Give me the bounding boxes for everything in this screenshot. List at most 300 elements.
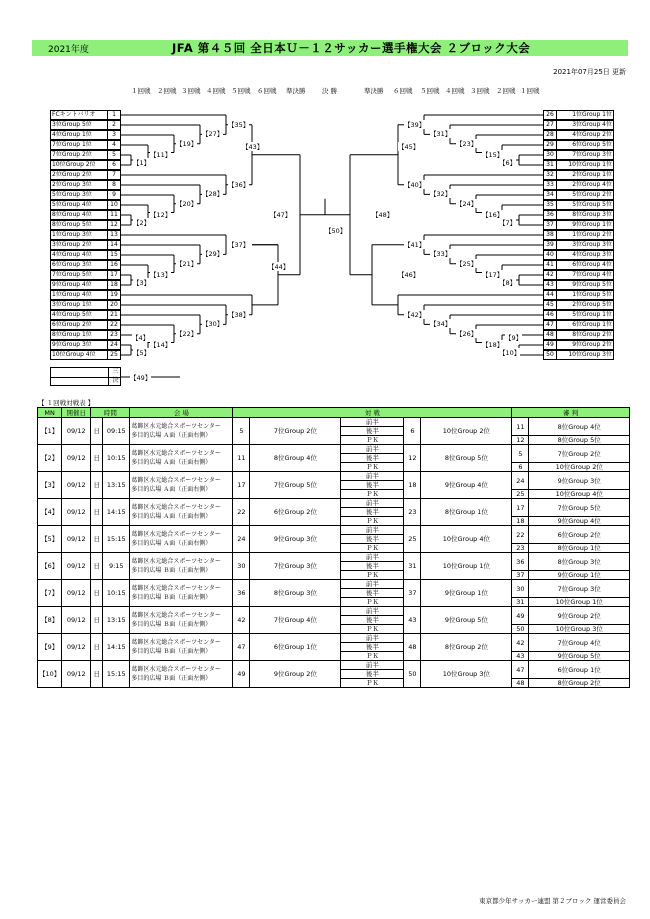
team-seed: 12 xyxy=(107,221,120,229)
team-seed: 6 xyxy=(107,161,120,169)
schedule-row xyxy=(38,580,630,589)
match-number: 【3】 xyxy=(133,279,151,287)
match-venue xyxy=(130,526,233,553)
bracket-team xyxy=(543,230,614,240)
bracket-team xyxy=(50,190,121,200)
schedule-row xyxy=(38,499,630,508)
match-date: 09/12 xyxy=(62,634,91,661)
home-team: 7位Group 4位 xyxy=(250,607,341,634)
bracket-team xyxy=(50,150,121,160)
match-number: 【14】 xyxy=(150,340,172,349)
team-seed: 31 xyxy=(544,161,557,169)
team-name: 10位Group 3位 xyxy=(568,351,612,358)
team-name: 3位Group 2位 xyxy=(52,241,92,248)
match-no: 【1】 xyxy=(38,418,62,445)
away-number: 25 xyxy=(404,526,421,553)
venue-line-2: 多目的広場 Ａ面（正面右側） xyxy=(131,540,212,547)
half-label: 後半 xyxy=(341,427,404,436)
venue-line-2: 多目的広場 Ｂ面（正面左側） xyxy=(131,567,212,574)
bracket-team xyxy=(543,200,614,210)
venue-line-2: 多目的広場 Ａ面（正面右側） xyxy=(131,459,212,466)
team-name: 9位Group 1位 xyxy=(572,221,612,228)
venue-line-1: 葛飾区水元総合スポーツセンター xyxy=(131,639,221,646)
bracket-team xyxy=(543,270,614,280)
bracket-team xyxy=(50,280,121,290)
away-team: 8位Group 2位 xyxy=(421,634,512,661)
schedule-header-row xyxy=(38,408,630,418)
bracket-team xyxy=(50,320,121,330)
match-date: 09/12 xyxy=(62,445,91,472)
team-seed: 50 xyxy=(544,351,557,359)
away-team: 9位Group 5位 xyxy=(421,607,512,634)
team-name: 7位Group 5位 xyxy=(52,271,92,278)
match-time: 10:15 xyxy=(103,580,130,607)
away-team: 9位Group 4位 xyxy=(421,472,512,499)
referee2-team: 9位Group 5位 xyxy=(529,652,630,661)
match-number: 【31】 xyxy=(430,130,452,139)
home-team: 7位Group 3位 xyxy=(250,553,341,580)
home-number: 47 xyxy=(233,634,250,661)
referee2-number: 6 xyxy=(512,463,529,472)
half-label: ＰＫ xyxy=(341,598,404,607)
team-seed: 28 xyxy=(544,131,557,139)
bracket-team xyxy=(50,240,121,250)
venue-line-1: 葛飾区水元総合スポーツセンター xyxy=(131,423,221,430)
referee2-number: 37 xyxy=(512,571,529,580)
match-no: 【10】 xyxy=(38,661,62,688)
match-number: 【35】 xyxy=(228,120,250,129)
match-no: 【8】 xyxy=(38,607,62,634)
venue-line-1: 葛飾区水元総合スポーツセンター xyxy=(131,531,221,538)
team-name: 10位Group 2位 xyxy=(52,161,96,168)
half-label: ＰＫ xyxy=(341,517,404,526)
team-seed: 24 xyxy=(107,341,120,349)
bracket-team xyxy=(543,150,614,160)
team-seed: 17 xyxy=(107,271,120,279)
round-label-left: ５回戦 xyxy=(231,87,251,95)
home-number: 36 xyxy=(233,580,250,607)
team-name: 4位Group 3位 xyxy=(572,251,612,258)
match-time: 15:15 xyxy=(103,526,130,553)
match-number: 【17】 xyxy=(482,270,504,279)
referee1-number: 11 xyxy=(512,418,529,436)
match-number: 【37】 xyxy=(228,240,250,249)
away-team: 10位Group 3位 xyxy=(421,661,512,688)
match-number: 【39】 xyxy=(404,120,426,129)
half-label: 後半 xyxy=(341,589,404,598)
match-dow: 日 xyxy=(91,553,103,580)
away-number: 23 xyxy=(404,499,421,526)
referee2-number: 25 xyxy=(512,490,529,499)
match-no: 【2】 xyxy=(38,445,62,472)
half-label: 前半 xyxy=(341,661,404,670)
match-number: 【34】 xyxy=(430,320,452,329)
match-number: 【5】 xyxy=(133,349,151,357)
half-label: 前半 xyxy=(341,445,404,454)
round-label-left: 準決勝 xyxy=(286,87,306,95)
team-name: 5位Group 4位 xyxy=(52,201,92,208)
venue-line-1: 葛飾区水元総合スポーツセンター xyxy=(131,477,221,484)
match-number: 【16】 xyxy=(482,210,504,219)
home-team: 6位Group 1位 xyxy=(250,634,341,661)
match-dow: 日 xyxy=(91,418,103,445)
team-seed: 45 xyxy=(544,301,557,309)
referee2-team: 8位Group 5位 xyxy=(529,436,630,445)
half-label: 前半 xyxy=(341,634,404,643)
home-number: 42 xyxy=(233,607,250,634)
half-label: 後半 xyxy=(341,535,404,544)
away-number: 50 xyxy=(404,661,421,688)
team-seed: 18 xyxy=(107,281,120,289)
match-number: 【8】 xyxy=(499,279,517,287)
match-number: 【41】 xyxy=(404,240,426,249)
match-number: 【32】 xyxy=(430,190,452,199)
half-label: ＰＫ xyxy=(341,679,404,688)
match-number: 【4】 xyxy=(132,334,150,342)
match-venue xyxy=(130,607,233,634)
match-dow: 日 xyxy=(91,445,103,472)
half-label: 後半 xyxy=(341,508,404,517)
bracket-team xyxy=(50,340,121,350)
referee2-number: 48 xyxy=(512,679,529,688)
referee1-number: 36 xyxy=(512,553,529,571)
referee2-number: 18 xyxy=(512,517,529,526)
match-no: 【9】 xyxy=(38,634,62,661)
half-label: ＰＫ xyxy=(341,490,404,499)
team-name: 5位Group 2位 xyxy=(572,191,612,198)
team-name: 9位Group 5位 xyxy=(572,281,612,288)
team-seed: 7 xyxy=(107,171,120,179)
home-team: 7位Group 2位 xyxy=(250,418,341,445)
schedule-row xyxy=(38,634,630,643)
schedule-row xyxy=(38,472,630,481)
match-no: 【6】 xyxy=(38,553,62,580)
team-seed: 43 xyxy=(544,281,557,289)
team-seed: 2 xyxy=(107,121,120,129)
match-venue xyxy=(130,553,233,580)
match-number: 【21】 xyxy=(176,259,198,268)
half-label: 後半 xyxy=(341,670,404,679)
bracket-team xyxy=(543,290,614,300)
match-date: 09/12 xyxy=(62,472,91,499)
team-name: FCキントバリオ xyxy=(52,111,96,118)
round-label-left: ３回戦 xyxy=(181,87,201,95)
team-name: 7位Group 3位 xyxy=(572,151,612,158)
referee1-number: 5 xyxy=(512,445,529,463)
half-label: ＰＫ xyxy=(341,544,404,553)
half-label: 前半 xyxy=(341,418,404,427)
match-number: 【19】 xyxy=(176,139,198,148)
away-number: 43 xyxy=(404,607,421,634)
page-title: JFA 第４５回 全日本Ｕ－１２サッカー選手権大会 ２ブロック大会 xyxy=(172,41,531,55)
match-number: 【10】 xyxy=(499,349,521,357)
team-seed: 27 xyxy=(544,121,557,129)
bracket-team xyxy=(543,320,614,330)
team-seed: 5 xyxy=(107,151,120,159)
footer-org: 東京都少年サッカー連盟 第２ブロック 運営委員会 xyxy=(479,897,626,905)
referee1-number: 22 xyxy=(512,526,529,544)
half-label: ＰＫ xyxy=(341,625,404,634)
match-number: 【42】 xyxy=(404,310,426,319)
away-number: 37 xyxy=(404,580,421,607)
round-label-right: ５回戦 xyxy=(420,87,440,95)
match-no: 【4】 xyxy=(38,499,62,526)
bracket-team xyxy=(50,160,121,170)
bracket-team xyxy=(543,330,614,340)
bracket-team xyxy=(543,300,614,310)
match-date: 09/12 xyxy=(62,499,91,526)
round-label-right: １回戦 xyxy=(520,87,540,95)
referee2-team: 10位Group 1位 xyxy=(529,598,630,607)
bracket-team xyxy=(543,340,614,350)
home-team: 7位Group 5位 xyxy=(250,472,341,499)
match-dow: 日 xyxy=(91,607,103,634)
team-name: 1位Group 3位 xyxy=(52,231,92,238)
team-seed: 30 xyxy=(544,151,557,159)
match-number: 【18】 xyxy=(482,340,504,349)
team-name: 9位Group 4位 xyxy=(52,281,92,288)
half-label: ＰＫ xyxy=(341,463,404,472)
referee2-number: 23 xyxy=(512,544,529,553)
round-label-right: 準決勝 xyxy=(364,87,384,95)
away-number: 12 xyxy=(404,445,421,472)
match-no: 【5】 xyxy=(38,526,62,553)
referee2-team: 10位Group 2位 xyxy=(529,463,630,472)
header-time: 時間 xyxy=(91,408,130,418)
team-seed: 25 xyxy=(107,351,120,359)
venue-line-1: 葛飾区水元総合スポーツセンター xyxy=(131,450,221,457)
venue-line-2: 多目的広場 Ａ面（正面右側） xyxy=(131,513,212,520)
match-number: 【12】 xyxy=(150,210,172,219)
round-label-right: ４回戦 xyxy=(445,87,465,95)
team-seed: 37 xyxy=(544,221,557,229)
bracket-team xyxy=(543,350,614,360)
team-name: 7位Group 2位 xyxy=(52,151,92,158)
match-date: 09/12 xyxy=(62,580,91,607)
venue-line-1: 葛飾区水元総合スポーツセンター xyxy=(131,504,221,511)
away-number: 18 xyxy=(404,472,421,499)
team-seed: 29 xyxy=(544,141,557,149)
referee2-team: 10位Group 4位 xyxy=(529,490,630,499)
match-time: 10:15 xyxy=(103,445,130,472)
referee2-team: 10位Group 3位 xyxy=(529,625,630,634)
team-seed: 1 xyxy=(107,111,120,119)
team-name: 8位Group 5位 xyxy=(52,221,92,228)
team-name: 1位Group 1位 xyxy=(572,111,612,118)
team-name: 5位Group 3位 xyxy=(52,191,92,198)
schedule-row xyxy=(38,607,630,616)
home-team: 9位Group 2位 xyxy=(250,661,341,688)
match-dow: 日 xyxy=(91,661,103,688)
team-name: 6位Group 3位 xyxy=(52,261,92,268)
header-referee: 審 判 xyxy=(512,408,630,418)
referee2-number: 12 xyxy=(512,436,529,445)
schedule-row xyxy=(38,526,630,535)
team-seed: 16 xyxy=(107,261,120,269)
venue-line-2: 多目的広場 Ａ面（正面右側） xyxy=(131,486,212,493)
bracket-team xyxy=(50,290,121,300)
team-seed: 44 xyxy=(544,291,557,299)
team-name: 3位Group 5位 xyxy=(52,121,92,128)
header-mn: MN xyxy=(38,408,62,418)
team-name: 6位Group 5位 xyxy=(572,141,612,148)
venue-line-2: 多目的広場 Ｂ面（正面左側） xyxy=(131,675,212,682)
match-date: 09/12 xyxy=(62,607,91,634)
team-seed: 42 xyxy=(544,271,557,279)
match-time: 15:15 xyxy=(103,661,130,688)
team-name: 8位Group 1位 xyxy=(52,331,92,338)
match-number: 【20】 xyxy=(176,199,198,208)
match-number: 【30】 xyxy=(202,320,224,329)
team-seed: 48 xyxy=(544,331,557,339)
home-number: 30 xyxy=(233,553,250,580)
bracket-team xyxy=(50,260,121,270)
referee2-number: 43 xyxy=(512,652,529,661)
referee1-team: 9位Group 3位 xyxy=(529,472,630,490)
bracket-team xyxy=(50,130,121,140)
bracket-team xyxy=(543,170,614,180)
schedule-row xyxy=(38,445,630,454)
half-label: ＰＫ xyxy=(341,436,404,445)
schedule-row xyxy=(38,418,630,427)
team-name: 3位Group 4位 xyxy=(572,121,612,128)
match-dow: 日 xyxy=(91,526,103,553)
bracket-team xyxy=(543,110,614,120)
match-time: 9:15 xyxy=(103,553,130,580)
team-name: 2位Group 3位 xyxy=(52,181,92,188)
referee2-team: 8位Group 1位 xyxy=(529,544,630,553)
team-name: 2位Group 4位 xyxy=(572,181,612,188)
bracket-team xyxy=(50,250,121,260)
team-name: 1位Group 5位 xyxy=(572,291,612,298)
team-name: 7位Group 4位 xyxy=(572,271,612,278)
team-seed: 8 xyxy=(107,181,120,189)
team-name: 9位Group 3位 xyxy=(52,341,92,348)
team-name: 8位Group 3位 xyxy=(572,211,612,218)
match-date: 09/12 xyxy=(62,418,91,445)
team-seed: 34 xyxy=(544,191,557,199)
team-name: 6位Group 4位 xyxy=(572,261,612,268)
away-number: 48 xyxy=(404,634,421,661)
bracket-team xyxy=(543,120,614,130)
match-date: 09/12 xyxy=(62,661,91,688)
away-team: 8位Group 5位 xyxy=(421,445,512,472)
round-label-left: ２回戦 xyxy=(157,87,177,95)
match-number: 【6】 xyxy=(499,159,517,167)
round-label-left: ６回戦 xyxy=(257,87,277,95)
venue-line-2: 多目的広場 Ｂ面（正面左側） xyxy=(131,621,212,628)
home-number: 24 xyxy=(233,526,250,553)
home-team: 9位Group 3位 xyxy=(250,526,341,553)
match-date: 09/12 xyxy=(62,553,91,580)
header-match: 対 戦 xyxy=(233,408,512,418)
bracket-team xyxy=(50,110,121,120)
bracket-team xyxy=(50,170,121,180)
team-name: 6位Group 2位 xyxy=(52,321,92,328)
bracket-team xyxy=(543,130,614,140)
match-number: 【44】 xyxy=(268,262,290,271)
team-name: 3位Group 1位 xyxy=(52,301,92,308)
bracket-team xyxy=(50,300,121,310)
season-year: 2021年度 xyxy=(48,45,89,55)
team-name: 5位Group 1位 xyxy=(572,311,612,318)
header-venue: 会 場 xyxy=(130,408,233,418)
referee1-team: 7位Group 2位 xyxy=(529,445,630,463)
match-number: 【24】 xyxy=(456,199,478,208)
match-number: 【22】 xyxy=(176,329,198,338)
match-number: 【29】 xyxy=(202,250,224,259)
round-label-right: ６回戦 xyxy=(393,87,413,95)
referee1-number: 17 xyxy=(512,499,529,517)
referee1-number: 24 xyxy=(512,472,529,490)
bracket-team xyxy=(50,200,121,210)
team-seed: 47 xyxy=(544,321,557,329)
match-number: 【15】 xyxy=(482,150,504,159)
team-name: 1位Group 2位 xyxy=(572,231,612,238)
bracket-team xyxy=(50,140,121,150)
away-number: 6 xyxy=(404,418,421,445)
team-name: 2位Group 5位 xyxy=(572,301,612,308)
away-team: 10位Group 2位 xyxy=(421,418,512,445)
match-time: 09:15 xyxy=(103,418,130,445)
bracket-team xyxy=(543,220,614,230)
match-number: 【38】 xyxy=(228,310,250,319)
match-number: 【48】 xyxy=(372,210,394,219)
referee2-team: 8位Group 2位 xyxy=(529,679,630,688)
team-seed: 14 xyxy=(107,241,120,249)
schedule-row xyxy=(38,661,630,670)
referee2-team: 9位Group 4位 xyxy=(529,517,630,526)
team-seed: 10 xyxy=(107,201,120,209)
referee1-number: 49 xyxy=(512,607,529,625)
match-number: 【11】 xyxy=(150,150,172,159)
match-venue xyxy=(130,499,233,526)
team-seed: 39 xyxy=(544,241,557,249)
team-name: 4位Group 5位 xyxy=(52,311,92,318)
bracket-team xyxy=(50,350,121,360)
referee1-team: 7位Group 3位 xyxy=(529,580,630,598)
referee1-number: 47 xyxy=(512,661,529,679)
bracket-team xyxy=(50,210,121,220)
bracket-team xyxy=(543,180,614,190)
match-date: 09/12 xyxy=(62,526,91,553)
team-seed: 9 xyxy=(107,191,120,199)
team-name: 5位Group 5位 xyxy=(572,201,612,208)
team-name: 6位Group 1位 xyxy=(572,321,612,328)
round-label-right: ２回戦 xyxy=(496,87,516,95)
venue-line-2: 多目的広場 Ａ面（正面右側） xyxy=(131,432,212,439)
team-seed: 15 xyxy=(107,251,120,259)
team-name: 9位Group 2位 xyxy=(572,341,612,348)
half-label: 後半 xyxy=(341,454,404,463)
referee1-team: 6位Group 2位 xyxy=(529,526,630,544)
half-label: 後半 xyxy=(341,481,404,490)
bracket-team xyxy=(543,160,614,170)
half-label: 前半 xyxy=(341,580,404,589)
team-seed: 20 xyxy=(107,301,120,309)
team-seed: 11 xyxy=(107,211,120,219)
half-label: ＰＫ xyxy=(341,652,404,661)
half-label: 前半 xyxy=(341,499,404,508)
match-time: 14:15 xyxy=(103,634,130,661)
match-number: 【33】 xyxy=(430,250,452,259)
half-label: 後半 xyxy=(341,643,404,652)
referee1-number: 30 xyxy=(512,580,529,598)
team-seed: 4 xyxy=(107,141,120,149)
match-number: 【25】 xyxy=(456,259,478,268)
schedule-table xyxy=(37,407,630,688)
match-number: 【50】 xyxy=(325,226,347,235)
